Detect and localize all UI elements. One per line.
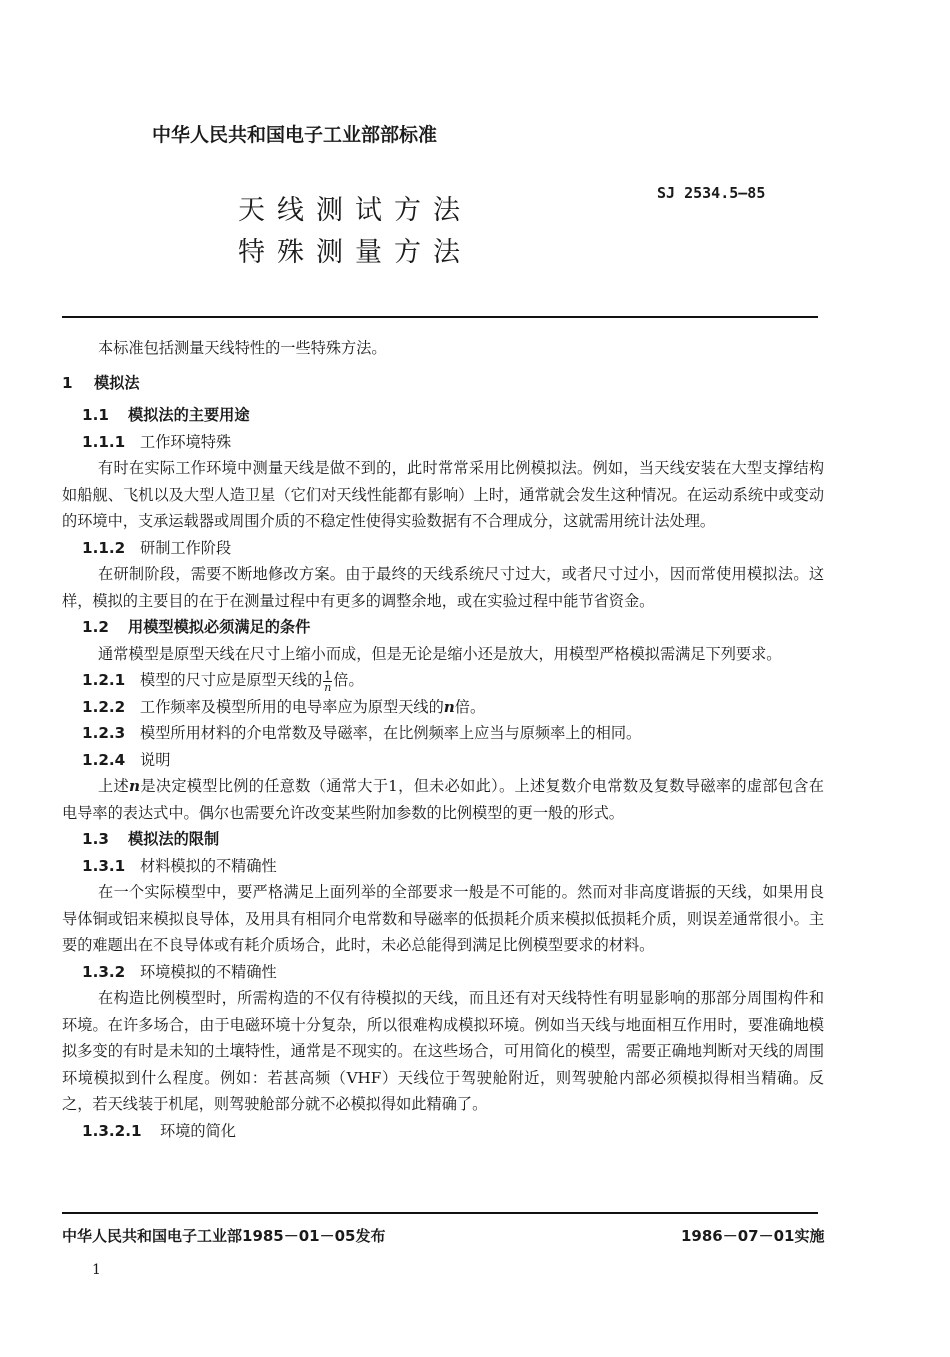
section-1-3-2-heading: [62, 959, 824, 986]
fraction-numerator: 1: [324, 668, 332, 682]
section-number: 1.2.4: [82, 750, 126, 769]
section-1-3-1-heading: [62, 853, 824, 880]
section-number: 1.2.2: [82, 697, 126, 716]
section-title: 用模型模拟必须满足的条件: [128, 618, 311, 636]
section-1-3-1-body: 在一个实际模型中，要严格满足上面列举的全部要求一般是不可能的。然而对非高度谐振的天线，如果用良导体铜或铝来模拟良导体，及用具有相同介电常数和导磁率的低损耗介质来模拟低损耗介质，则误差通常很小。主要的难题出在不良导体或有耗介质场合，此时，未必总能得到满足比例模型要求的材料。: [62, 883, 824, 954]
section-1-3-2-1-heading: [62, 1118, 824, 1145]
section-1-2-3: [62, 720, 824, 747]
document-title: 天线测试方法: [238, 195, 472, 226]
body-text-end: 是决定模型比例的任意数（通常大于1，但未必如此）。上述复数介电常数及复数导磁率的虚部包含在电导率的表达式中。偶尔也需要允许改变某些附加参数的比例模型的更一般的形式。: [62, 777, 824, 822]
section-1-1-1-body: 有时在实际工作环境中测量天线是做不到的，此时常常采用比例模拟法。例如，当天线安装在大型支撑结构如船舰、飞机以及大型人造卫星（它们对天线性能都有影响）上时，通常就会发生这种情况。在运动系统中或变动的环境中，支承运载器或周围介质的不稳定性使得实验数据有不合理成分，这就需用统计法处理。: [62, 459, 824, 530]
section-1-2-2: [62, 694, 824, 721]
section-1-heading: [62, 370, 824, 397]
clause-text: 模型的尺寸应是原型天线的: [140, 671, 323, 689]
clause-text-end: 倍。: [333, 671, 364, 689]
section-title: 材料模拟的不精确性: [140, 856, 277, 875]
section-1-1-2-body: 在研制阶段，需要不断地修改方案。由于最终的天线系统尺寸过大，或者尺寸过小，因而常使用模拟法。这样，模拟的主要目的在于在测量过程中有更多的调整余地，或在实验过程中能节省资金。: [62, 565, 824, 610]
section-number: 1.2.1: [82, 671, 126, 689]
section-1-2-body: 通常模型是原型天线在尺寸上缩小而成，但是无论是缩小还是放大，用模型严格模拟需满足下列要求。: [98, 644, 782, 663]
footer-divider: [62, 1212, 818, 1214]
fraction: [323, 670, 332, 693]
section-1-1-heading: [62, 402, 824, 429]
section-number: 1.3: [82, 830, 109, 848]
section-title: 工作环境特殊: [140, 432, 232, 451]
variable-n: n: [443, 697, 455, 716]
section-number: 1.3.2: [82, 962, 126, 981]
section-1-2-4-heading: [62, 747, 824, 774]
section-number: 1.2: [82, 618, 109, 636]
standard-code: SJ 2534.5—85: [657, 184, 766, 202]
section-number: 1: [62, 373, 73, 392]
section-number: 1.1: [82, 406, 109, 424]
body-text: 上述: [98, 777, 129, 795]
section-title: 研制工作阶段: [140, 538, 232, 557]
clause-text: 模型所用材料的介电常数及导磁率，在比例频率上应当与原频率上的相同。: [140, 724, 642, 742]
section-title: 模拟法的限制: [128, 830, 220, 848]
issue-date: 中华人民共和国电子工业部1985－01－05发布: [62, 1227, 386, 1245]
issuing-authority: 中华人民共和国电子工业部部标准: [152, 124, 438, 146]
document-body: [62, 335, 824, 1144]
header-divider: [62, 316, 818, 318]
section-1-3-2-body: 在构造比例模型时，所需构造的不仅有待模拟的天线，而且还有对天线特性有明显影响的那部分周围构件和环境。在许多场合，由于电磁环境十分复杂，所以很难构成模拟环境。例如当天线与地面相互作用时，要准确地模拟多变的有时是未知的土壤特性，通常是不现实的。在这些场合，可用简化的模型，需要正确地判断对天线的周围环境模拟到什么程度。例如：若甚高频（VHF）天线位于驾驶舱附近，则驾驶舱内部必须模拟得相当精确。反之，若天线装于机尾，则驾驶舱部分就不必模拟得如此精确了。: [62, 989, 824, 1113]
section-title: 环境模拟的不精确性: [140, 962, 277, 981]
fraction-denominator: n: [324, 680, 332, 694]
section-1-3-heading: [62, 826, 824, 853]
intro-paragraph: 本标准包括测量天线特性的一些特殊方法。: [98, 339, 387, 357]
clause-text-end: 倍。: [454, 697, 486, 716]
section-title: 模拟法的主要用途: [128, 406, 250, 424]
section-1-1-2-heading: [62, 535, 824, 562]
section-number: 1.3.1: [82, 856, 126, 875]
section-number: 1.1.2: [82, 538, 126, 557]
section-1-2-4-body: [62, 773, 824, 826]
section-title: 环境的简化: [160, 1121, 236, 1140]
section-number: 1.3.2.1: [82, 1121, 142, 1140]
effective-date: 1986－07－01实施: [681, 1227, 825, 1245]
clause-text: 工作频率及模型所用的电导率应为原型天线的: [140, 697, 444, 716]
section-1-2-1: [62, 667, 824, 694]
section-number: 1.1.1: [82, 432, 126, 451]
page-number: 1: [92, 1262, 101, 1278]
section-title: 模拟法: [94, 373, 140, 392]
section-number: 1.2.3: [82, 724, 126, 742]
document-subtitle: 特殊测量方法: [238, 237, 472, 268]
section-1-1-1-heading: [62, 429, 824, 456]
section-1-2-heading: [62, 614, 824, 641]
variable-n: n: [128, 777, 141, 795]
section-title: 说明: [140, 750, 171, 769]
